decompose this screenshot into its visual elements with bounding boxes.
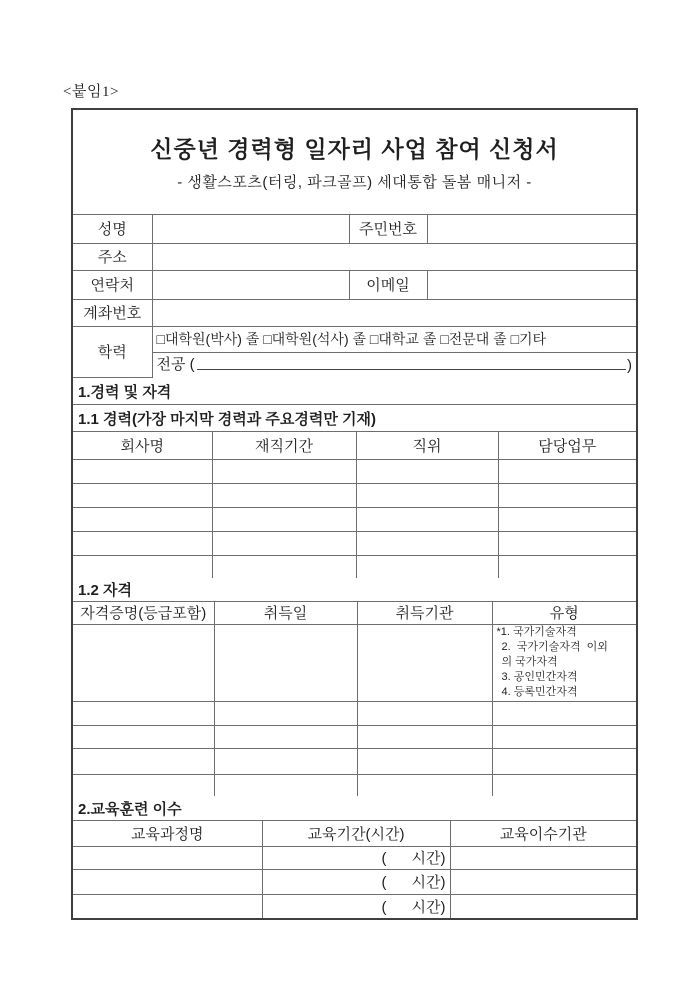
- career-row: [73, 483, 636, 507]
- qual-row: [73, 774, 636, 796]
- section-2-header: 2.교육훈련 이수: [73, 796, 636, 821]
- career-cell: [356, 459, 498, 483]
- qual-header-date: 취득일: [214, 602, 357, 624]
- career-cell: [356, 555, 498, 578]
- personal-info-table: [73, 215, 636, 378]
- application-form: [71, 108, 638, 920]
- qual-header-name: 자격증명(등급포함): [73, 602, 214, 624]
- career-cell: [498, 507, 636, 531]
- training-row: [73, 869, 636, 894]
- training-org-cell: [450, 846, 636, 869]
- address-input-cell: [152, 243, 636, 270]
- qual-cell: [73, 748, 214, 774]
- career-header-duty: 담당업무: [498, 432, 636, 459]
- major-underline: [197, 368, 626, 370]
- qual-cell: [214, 748, 357, 774]
- career-row: [73, 459, 636, 483]
- qual-type-note-line: 2. 국가기술자격 이외: [501, 641, 608, 653]
- form-title-block: [73, 110, 636, 215]
- major-prefix: 전공 (: [156, 355, 195, 373]
- qual-type-note: [492, 624, 636, 701]
- career-cell: [498, 459, 636, 483]
- career-cell: [498, 555, 636, 578]
- training-course-cell: [73, 894, 262, 918]
- career-cell: [212, 459, 356, 483]
- contact-label: 연락처: [73, 270, 152, 299]
- resident-no-label: 주민번호: [349, 215, 427, 243]
- qual-row: [73, 725, 636, 748]
- education-label: 학력: [73, 326, 152, 378]
- qual-cell: [492, 725, 636, 748]
- qual-cell: [357, 725, 492, 748]
- training-org-cell: [450, 894, 636, 918]
- major-suffix: ): [627, 356, 632, 374]
- career-cell: [356, 507, 498, 531]
- qual-cell: [492, 774, 636, 796]
- qual-cell: [73, 774, 214, 796]
- form-subtitle: - 생활스포츠(터링, 파크골프) 세대통합 돌봄 매니저 -: [177, 174, 532, 191]
- career-cell: [73, 459, 212, 483]
- form-title: 신중년 경력형 일자리 사업 참여 신청서: [150, 136, 559, 162]
- career-row: [73, 555, 636, 578]
- qual-cell: [214, 774, 357, 796]
- section-1-header: 1.경력 및 자격: [73, 378, 636, 405]
- training-table: [73, 821, 636, 918]
- qual-cell: [357, 701, 492, 725]
- attachment-label: <붙임1>: [63, 84, 119, 100]
- contact-input-cell: [152, 270, 349, 299]
- qual-cell: [73, 701, 214, 725]
- training-row: [73, 894, 636, 918]
- qual-row: [73, 701, 636, 725]
- qual-header-type: 유형: [492, 602, 636, 624]
- career-header-position: 직위: [356, 432, 498, 459]
- qual-cell: [492, 701, 636, 725]
- qual-row: [73, 624, 636, 701]
- email-label: 이메일: [349, 270, 427, 299]
- qual-cell: [214, 725, 357, 748]
- training-header-org: 교육이수기관: [450, 821, 636, 846]
- career-cell: [212, 555, 356, 578]
- major-line: [152, 352, 636, 378]
- account-no-input-cell: [152, 299, 636, 326]
- career-cell: [498, 483, 636, 507]
- qual-cell: [357, 624, 492, 701]
- email-input-cell: [427, 270, 636, 299]
- qual-row: [73, 748, 636, 774]
- career-cell: [498, 531, 636, 555]
- section-1-2-header: 1.2 자격: [73, 578, 636, 602]
- section-1-1-header: 1.1 경력(가장 마지막 경력과 주요경력만 기재): [73, 405, 636, 432]
- qual-cell: [73, 624, 214, 701]
- qual-cell: [492, 748, 636, 774]
- education-options: □대학원(박사) 졸 □대학원(석사) 졸 □대학교 졸 □전문대 졸 □기타: [152, 326, 636, 352]
- qual-cell: [214, 701, 357, 725]
- career-cell: [73, 555, 212, 578]
- address-label: 주소: [73, 243, 152, 270]
- resident-no-input-cell: [427, 215, 636, 243]
- career-table: [73, 432, 636, 578]
- career-cell: [212, 507, 356, 531]
- training-hours-cell: ( 시간): [262, 894, 450, 918]
- training-hours-cell: ( 시간): [262, 869, 450, 894]
- qual-type-note-line: 의 국가자격: [501, 656, 558, 668]
- career-cell: [212, 531, 356, 555]
- career-cell: [356, 483, 498, 507]
- qual-type-note-line: *1. 국가기술자격: [496, 626, 577, 638]
- qual-cell: [357, 774, 492, 796]
- name-label: 성명: [73, 215, 152, 243]
- qual-type-note-line: 4. 등록민간자격: [501, 686, 578, 698]
- training-org-cell: [450, 869, 636, 894]
- training-header-course: 교육과정명: [73, 821, 262, 846]
- career-header-company: 회사명: [73, 432, 212, 459]
- career-cell: [73, 483, 212, 507]
- career-cell: [73, 507, 212, 531]
- career-cell: [356, 531, 498, 555]
- qualification-table: [73, 602, 636, 796]
- training-hours-cell: ( 시간): [262, 846, 450, 869]
- career-cell: [212, 483, 356, 507]
- career-header-period: 재직기간: [212, 432, 356, 459]
- account-no-label: 계좌번호: [73, 299, 152, 326]
- training-row: [73, 846, 636, 869]
- name-input-cell: [152, 215, 349, 243]
- qual-header-org: 취득기관: [357, 602, 492, 624]
- career-row: [73, 531, 636, 555]
- training-course-cell: [73, 869, 262, 894]
- career-cell: [73, 531, 212, 555]
- training-header-period: 교육기간(시간): [262, 821, 450, 846]
- career-row: [73, 507, 636, 531]
- training-course-cell: [73, 846, 262, 869]
- qual-cell: [214, 624, 357, 701]
- qual-cell: [357, 748, 492, 774]
- qual-cell: [73, 725, 214, 748]
- qual-type-note-line: 3. 공인민간자격: [501, 671, 578, 683]
